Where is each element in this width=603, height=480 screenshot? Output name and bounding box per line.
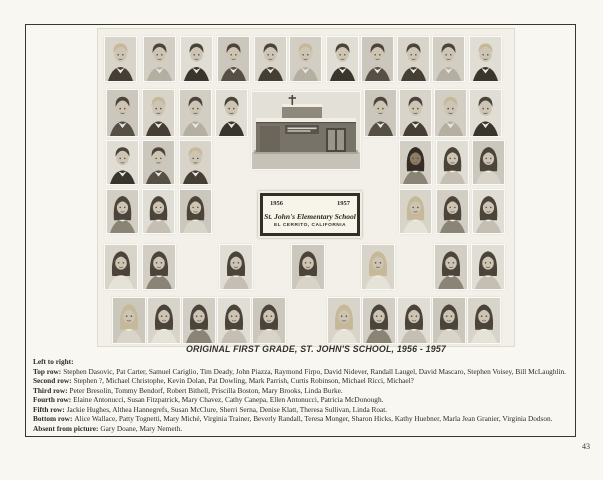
portrait-photo <box>470 37 501 81</box>
school-plaque-photo <box>258 191 362 238</box>
portrait-photo <box>400 141 431 184</box>
portrait-photo <box>437 141 468 184</box>
portrait-photo <box>363 298 395 343</box>
portrait-photo <box>220 245 252 289</box>
portrait-photo <box>255 37 286 81</box>
portrait-photo <box>218 298 250 343</box>
portrait-photo <box>216 90 247 136</box>
portrait-photo <box>433 298 465 343</box>
portrait-photo <box>400 190 431 233</box>
portrait-photo <box>144 37 175 81</box>
caption-row-names: Peter Bresolin, Tommy Bendorf, Robert Bithell, Priscilla Boston, Mary Brooks, Linda Burke. <box>69 385 343 395</box>
portrait-photo <box>468 298 500 343</box>
portrait-photo <box>181 37 212 81</box>
page-number: 43 <box>582 442 590 451</box>
caption-row-second <box>33 376 579 386</box>
plaque-school-name: St. John's Elementary School <box>264 212 356 221</box>
portrait-photo <box>398 298 430 343</box>
portrait-photo <box>183 298 215 343</box>
portrait-photo <box>218 37 249 81</box>
caption-row-absent <box>33 424 579 434</box>
portrait-photo <box>180 141 211 184</box>
caption-row-label: Bottom row: <box>33 414 73 424</box>
plaque-frame <box>260 193 360 236</box>
portrait-photo <box>473 141 504 184</box>
caption-row-fifth <box>33 405 579 415</box>
portrait-photo <box>290 37 321 81</box>
portrait-photo <box>143 190 174 233</box>
portrait-photo <box>365 90 396 136</box>
portrait-photo <box>107 90 138 136</box>
portrait-photo <box>107 190 138 233</box>
school-building-photo <box>252 92 360 169</box>
cross-icon <box>292 95 294 105</box>
portrait-photo <box>472 245 504 289</box>
caption-row-label: Top row: <box>33 366 62 376</box>
portrait-photo <box>148 298 180 343</box>
caption-row-label: Absent from picture: <box>33 423 99 433</box>
caption-heading: Left to right: <box>33 357 74 366</box>
portrait-photo <box>437 190 468 233</box>
caption-row-label: Third row: <box>33 385 68 395</box>
plaque-location: EL CERRITO, CALIFORNIA <box>273 223 347 228</box>
caption-row-names: Gary Doane, Mary Nemeth. <box>100 423 183 433</box>
portrait-photo <box>328 298 360 343</box>
caption-row-label: Fourth row: <box>33 395 72 405</box>
caption-row-third <box>33 386 579 396</box>
caption-row-names: Jackie Hughes, Althea Hannegrefs, Susan McClure, Sherri Serna, Denise Klatt, Theresa Sullivan, Linda Roat. <box>66 404 388 414</box>
portrait-photo <box>105 37 136 81</box>
caption-block <box>33 357 579 433</box>
portrait-photo <box>143 245 175 289</box>
portrait-photo <box>470 90 501 136</box>
portrait-photo <box>180 90 211 136</box>
portrait-photo <box>398 37 429 81</box>
portrait-photo <box>113 298 145 343</box>
school-building-illustration <box>252 92 360 169</box>
plaque-year-left: 1956 <box>270 200 283 207</box>
portrait-photo <box>180 190 211 233</box>
portrait-photo <box>253 298 285 343</box>
portrait-photo <box>473 190 504 233</box>
caption-row-label: Second row: <box>33 376 72 386</box>
portrait-photo <box>362 37 393 81</box>
photo-title: ORIGINAL FIRST GRADE, ST. JOHN'S SCHOOL, 1956 - 1957 <box>186 344 446 354</box>
portrait-photo <box>435 245 467 289</box>
portrait-photo <box>143 141 174 184</box>
portrait-photo <box>435 90 466 136</box>
caption-row-label: Fifth row: <box>33 404 65 414</box>
caption-row-names: Stephen ?, Michael Christophe, Kevin Dolan, Pat Dowling, Mark Parrish, Curtis Robinson, Michael Ricci, Michael? <box>73 376 414 386</box>
portrait-photo <box>362 245 394 289</box>
caption-row-names: Elaine Antonucci, Susan Fitzpatrick, Mary Chavez, Cathy Canepa, Ellen Antonucci, Patricia McDonough. <box>73 395 384 405</box>
caption-row-names: Stephen Dasovic, Pat Carter, Samuel Cariglio, Tim Deady, John Piazza, Raymond Firpo, David Nidever, Randall Laugel, David Mascaro, Stephen Voisey, Bill McLaughlin. <box>63 366 567 376</box>
portrait-photo <box>327 37 358 81</box>
portrait-photo <box>292 245 324 289</box>
caption-row-names: Alice Wallace, Patty Tognetti, Mary Miché, Virginia Trainer, Beverly Randall, Teresa Monger, Sharon Hicks, Kathy Huebner, Marla Jean Granier, Virginia Dodson. <box>74 414 553 424</box>
portrait-photo <box>107 141 138 184</box>
portrait-photo <box>433 37 464 81</box>
caption-row-top <box>33 367 579 377</box>
portrait-photo <box>143 90 174 136</box>
portrait-photo <box>400 90 431 136</box>
caption-row-bottom <box>33 414 579 424</box>
caption-row-fourth <box>33 395 579 405</box>
portrait-photo <box>105 245 137 289</box>
plaque-year-right: 1957 <box>337 200 350 207</box>
